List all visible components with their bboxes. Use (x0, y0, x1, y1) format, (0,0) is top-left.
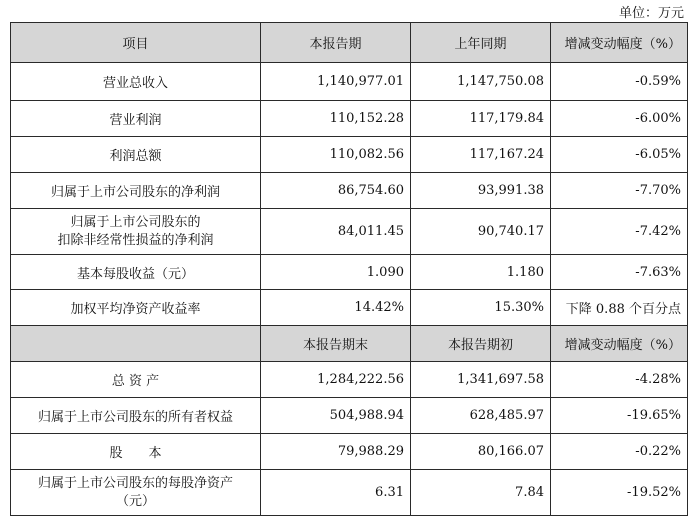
change-value: -4.28% (551, 362, 688, 398)
prior-value: 1,341,697.58 (411, 362, 551, 398)
prior-value: 117,179.84 (411, 101, 551, 137)
change-value: 下降 0.88 个百分点 (551, 290, 688, 326)
current-value: 84,011.45 (261, 209, 411, 255)
current-value: 79,988.29 (261, 434, 411, 470)
current-value: 6.31 (261, 470, 411, 516)
prior-value: 7.84 (411, 470, 551, 516)
table-row (11, 255, 688, 290)
row-label: 归属于上市公司股东的所有者权益 (11, 398, 261, 434)
header-current-period: 本报告期 (261, 23, 411, 63)
change-value: -0.59% (551, 63, 688, 101)
row-label: 利润总额 (11, 137, 261, 173)
table-row (11, 290, 688, 326)
table-row (11, 101, 688, 137)
header-row-2 (11, 326, 688, 362)
row-label: 营业总收入 (11, 63, 261, 101)
table-row (11, 173, 688, 209)
header-change: 增减变动幅度（%） (551, 326, 688, 362)
change-value: -0.22% (551, 434, 688, 470)
current-value: 1.090 (261, 255, 411, 290)
unit-label: 单位：万元 (618, 6, 684, 21)
row-label-line2: 扣除非经常性损益的净利润 (57, 232, 214, 248)
change-value: -6.00% (551, 101, 688, 137)
header-item: 项目 (11, 23, 261, 63)
change-value: -7.70% (551, 173, 688, 209)
financial-summary-table (10, 22, 688, 516)
header-row-1 (11, 23, 688, 63)
current-value: 86,754.60 (261, 173, 411, 209)
header-prior-period: 上年同期 (411, 23, 551, 63)
table-row (11, 434, 688, 470)
table-row (11, 137, 688, 173)
prior-value: 1,147,750.08 (411, 63, 551, 101)
current-value: 1,284,222.56 (261, 362, 411, 398)
prior-value: 1.180 (411, 255, 551, 290)
change-value: -19.65% (551, 398, 688, 434)
header-blank (11, 326, 261, 362)
change-value: -19.52% (551, 470, 688, 516)
header-period-end: 本报告期末 (261, 326, 411, 362)
prior-value: 117,167.24 (411, 137, 551, 173)
change-value: -7.63% (551, 255, 688, 290)
table-row (11, 470, 688, 516)
current-value: 504,988.94 (261, 398, 411, 434)
prior-value: 628,485.97 (411, 398, 551, 434)
current-value: 1,140,977.01 (261, 63, 411, 101)
table-row (11, 398, 688, 434)
row-label (11, 209, 261, 255)
row-label-line2: （元） (115, 493, 155, 509)
current-value: 110,152.28 (261, 101, 411, 137)
prior-value: 80,166.07 (411, 434, 551, 470)
row-label-line1: 归属于上市公司股东的每股净资产 (37, 475, 233, 491)
prior-value: 90,740.17 (411, 209, 551, 255)
table-row (11, 362, 688, 398)
row-label (11, 470, 261, 516)
table-row (11, 63, 688, 101)
row-label: 股 本 (11, 434, 261, 470)
prior-value: 93,991.38 (411, 173, 551, 209)
current-value: 14.42% (261, 290, 411, 326)
header-period-start: 本报告期初 (411, 326, 551, 362)
row-label: 加权平均净资产收益率 (11, 290, 261, 326)
row-label: 总 资 产 (11, 362, 261, 398)
row-label: 基本每股收益（元） (11, 255, 261, 290)
table-row (11, 209, 688, 255)
prior-value: 15.30% (411, 290, 551, 326)
change-value: -6.05% (551, 137, 688, 173)
row-label-line1: 归属于上市公司股东的 (70, 214, 201, 230)
header-change: 增减变动幅度（%） (551, 23, 688, 63)
current-value: 110,082.56 (261, 137, 411, 173)
change-value: -7.42% (551, 209, 688, 255)
row-label: 营业利润 (11, 101, 261, 137)
row-label: 归属于上市公司股东的净利润 (11, 173, 261, 209)
